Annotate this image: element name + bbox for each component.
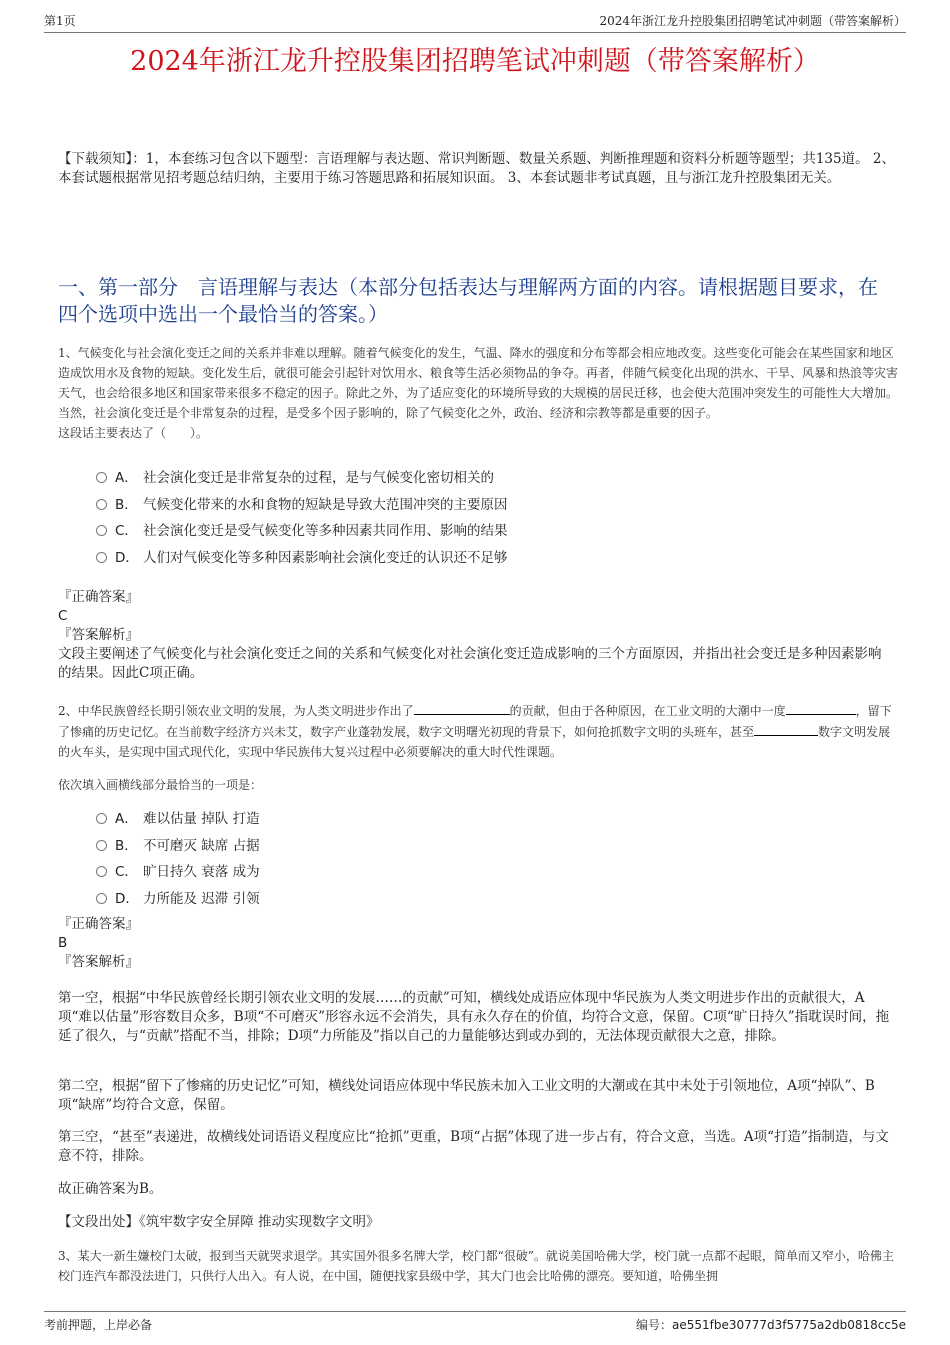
option-text: 社会演化变迁是受气候变化等多种因素共同作用、影响的结果 (143, 523, 508, 539)
question-1-options (96, 465, 508, 571)
question-1 (58, 343, 898, 443)
radio-icon[interactable] (96, 866, 107, 877)
question-2: 2、中华民族曾经长期引领农业文明的发展，为人类文明进步作出了 的贡献，但由于各种原因，在工业文明的大潮中一度 ，留下了惨痛的历史记忆。在当前数字经济方兴未艾，数字产业蓬勃发展，数字文明曙光初现的背景下，如何抢抓数字文明的头班车，甚至 数字文明发展的火车头，是实现中国式现代化，实现中华民族伟大复兴过程中必须要解决的重大时代性课题。 (58, 700, 898, 762)
fill-blank-3[interactable] (754, 721, 818, 736)
question-2-prompt: 依次填入画横线部分最恰当的一项是： (58, 778, 263, 792)
source-citation: 【文段出处】《筑牢数字安全屏障 推动实现数字文明》 (58, 1214, 380, 1230)
answer-value: C (58, 608, 68, 624)
analysis-paragraph: 第二空，根据“留下了惨痛的历史记忆”可知，横线处词语应体现中华民族未加入工业文明的大潮或在其中未处于引领地位，A项“掉队”、B项“缺席”均符合文意，保留。 (58, 1078, 875, 1113)
question-1-text: 1、气候变化与社会演化变迁之间的关系并非难以理解。随着气候变化的发生，气温、降水的强度和分布等都会相应地改变。这些变化可能会在某些国家和地区造成饮用水及食物的短缺。变化发生后，就很可能会引起针对饮用水、粮食等生活必须物品的争夺。再者，伴随气候变化出现的洪水、干旱、风暴和热浪等灾害天气，也会给很多地区和国家带来很多不稳定的因子。除此之外，为了适应变化的环境所导致的大规模的居民迁移，也会使大范围冲突发生的可能性大大增加。当然，社会演化变迁是个非常复杂的过程，是受多个因子影响的，除了气候变化之外，政治、经济和宗教等都是重要的因子。 (58, 346, 899, 420)
option-b[interactable]: B． 不可磨灭 缺席 占据 (96, 833, 260, 860)
option-c[interactable]: C． 社会演化变迁是受气候变化等多种因素共同作用、影响的结果 (96, 518, 508, 545)
option-d[interactable]: D． 力所能及 迟滞 引领 (96, 886, 260, 913)
fill-blank-1[interactable] (414, 700, 510, 715)
option-text: 力所能及 迟滞 引领 (143, 890, 260, 907)
header-doc-title: 2024年浙江龙升控股集团招聘笔试冲刺题（带答案解析） (599, 14, 906, 28)
analysis-label: 『答案解析』 (58, 627, 139, 643)
page-title: 2024年浙江龙升控股集团招聘笔试冲刺题（带答案解析） (130, 46, 820, 77)
radio-icon[interactable] (96, 552, 107, 563)
question-1-prompt: 这段话主要表达了（ ）。 (58, 426, 209, 440)
question-3-text: 3、某大一新生嫌校门太破，报到当天就哭求退学。其实国外很多名牌大学，校门都“很破”。就说美国哈佛大学，校门就一点都不起眼，简单而又窄小，哈佛主校门连汽车都没法进门，只供行人出入。有人说，在中国，随便找家县级中学，其大门也会比哈佛的漂亮。要知道，哈佛坐拥 (58, 1249, 894, 1283)
option-text: 社会演化变迁是非常复杂的过程，是与气候变化密切相关的 (143, 470, 494, 486)
section-title: 一、第一部分 言语理解与表达（本部分包括表达与理解两方面的内容。请根据题目要求，在四个选项中选出一个最恰当的答案。） (58, 275, 878, 326)
page-number: 第1页 (44, 14, 76, 28)
option-text: 气候变化带来的水和食物的短缺是导致大范围冲突的主要原因 (143, 496, 508, 513)
download-notice: 【下载须知】：1，本套练习包含以下题型：言语理解与表达题、常识判断题、数量关系题、判断推理题和资料分析题等题型；共135道。 2、本套试题根据常见招考题总结归纳，主要用于练习答题思路和拓展知识面。 3、本套试题非考试真题，且与浙江龙升控股集团无关。 (58, 151, 895, 186)
option-b[interactable]: B． 气候变化带来的水和食物的短缺是导致大范围冲突的主要原因 (96, 492, 508, 519)
option-c[interactable]: C． 旷日持久 衰落 成为 (96, 859, 260, 886)
radio-icon[interactable] (96, 813, 107, 824)
analysis-label: 『答案解析』 (58, 954, 139, 970)
question-2-options (96, 806, 260, 912)
analysis-conclusion: 故正确答案为B。 (58, 1181, 163, 1197)
option-text: 人们对气候变化等多种因素影响社会演化变迁的认识还不足够 (143, 549, 508, 566)
page-header (44, 12, 906, 33)
question-2-answer-block (58, 915, 892, 972)
fill-blank-2[interactable] (786, 700, 856, 715)
radio-icon[interactable] (96, 525, 107, 536)
option-text: 不可磨灭 缺席 占据 (143, 837, 260, 854)
option-d[interactable]: D． 人们对气候变化等多种因素影响社会演化变迁的认识还不足够 (96, 545, 508, 572)
question-1-answer-block (58, 588, 892, 683)
option-text: 旷日持久 衰落 成为 (143, 864, 260, 880)
option-a[interactable]: A． 社会演化变迁是非常复杂的过程，是与气候变化密切相关的 (96, 465, 508, 492)
option-text: 难以估量 掉队 打造 (143, 811, 260, 827)
answer-label: 『正确答案』 (58, 589, 139, 605)
radio-icon[interactable] (96, 840, 107, 851)
answer-value: B (58, 935, 68, 951)
radio-icon[interactable] (96, 499, 107, 510)
radio-icon[interactable] (96, 472, 107, 483)
page-footer (44, 1311, 906, 1336)
analysis-text: 文段主要阐述了气候变化与社会演化变迁之间的关系和气候变化对社会演化变迁造成影响的三个方面原因，并指出社会变迁是多种因素影响的结果。因此C项正确。 (58, 646, 882, 681)
footer-slogan: 考前押题，上岸必备 (44, 1318, 153, 1332)
analysis-paragraph: 第一空，根据“中华民族曾经长期引领农业文明的发展……的贡献”可知，横线处成语应体现中华民族为人类文明进步作出的贡献很大，A项“难以估量”形容数目众多，B项“不可磨灭”形容永远不会消失，具有永久存在的价值，均符合文意，保留。C项“旷日持久”指耽误时间，拖延了很久，与“贡献”搭配不当，排除；D项“力所能及”指以自己的力量能够达到或办到的，无法体现贡献很大之意，排除。 (58, 990, 890, 1044)
radio-icon[interactable] (96, 893, 107, 904)
document-code: 编号：ae551fbe30777d3f5775a2db0818cc5e (635, 1318, 906, 1332)
option-a[interactable]: A． 难以估量 掉队 打造 (96, 806, 260, 833)
analysis-paragraph: 第三空，“甚至”表递进，故横线处词语语义程度应比“抢抓”更重，B项“占据”体现了进一步占有，符合文意，当选。A项“打造”指制造，与文意不符，排除。 (58, 1129, 889, 1164)
answer-label: 『正确答案』 (58, 916, 139, 932)
